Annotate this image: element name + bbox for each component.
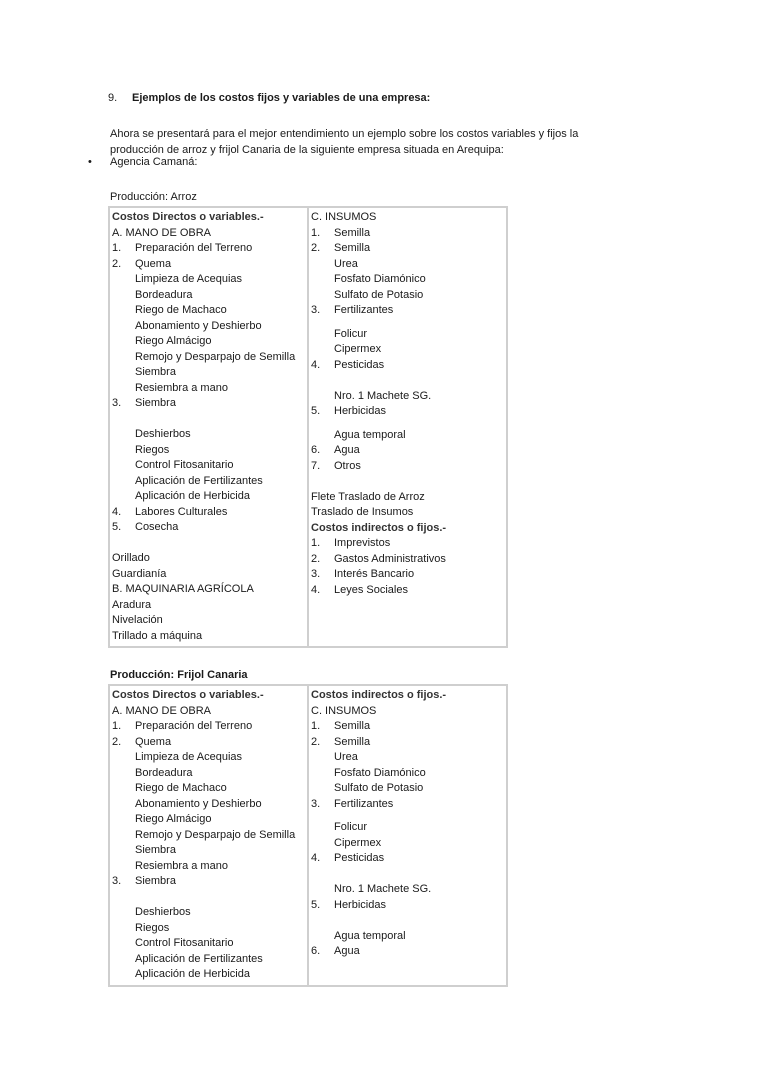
sub-item: Resiembra a mano <box>135 381 228 394</box>
list-item: 6. Agua <box>311 444 360 456</box>
indirect-costs-heading: Costos indirectos o fijos.- <box>311 689 447 701</box>
list-item: 2. Semilla <box>311 735 371 748</box>
sub-item: Remojo y Desparpajo de Semilla <box>135 828 296 841</box>
list-item: 4. Labores Culturales <box>112 505 228 518</box>
sub-item: Fosfato Diamónico <box>334 766 426 779</box>
sub-item: Riegos <box>135 921 170 934</box>
list-item: 2. Quema <box>112 735 172 748</box>
sub-item: Riego de Machaco <box>135 304 227 316</box>
sub-item: Limpieza de Acequias <box>135 751 243 763</box>
bullet-text: Agencia Camaná: <box>110 156 198 168</box>
direct-costs-heading: Costos Directos o variables.- <box>112 689 264 701</box>
sub-item: Aplicación de Herbicida <box>135 968 250 980</box>
sub-item: Urea <box>334 257 358 270</box>
list-item: 1. Imprevistos <box>311 537 391 549</box>
list-item: 7. Otros <box>311 459 361 472</box>
intro-line-1: Ahora se presentará para el mejor entendimiento un ejemplo sobre los costos variables y fijos la <box>110 128 579 140</box>
frijol-insumos-cell <box>308 685 507 986</box>
caption-frijol: Producción: Frijol Canaria <box>110 669 248 681</box>
arroz-insumos-cell <box>308 207 507 647</box>
tail-item: Aradura <box>112 598 152 611</box>
list-item: 2. Gastos Administrativos <box>311 552 446 565</box>
sub-item: Cipermex <box>334 343 382 355</box>
list-item: 3. Siembra <box>112 875 176 887</box>
sub-item: Remojo y Desparpajo de Semilla <box>135 350 296 363</box>
list-item: 3. Fertilizantes <box>311 797 394 810</box>
tail-item: Trillado a máquina <box>112 629 203 642</box>
sub-item: Limpieza de Acequias <box>135 273 243 285</box>
list-item: 2. Quema <box>112 257 172 270</box>
sub-item: Cipermex <box>334 836 382 849</box>
list-item: 4. Pesticidas <box>311 852 385 864</box>
section-number: 9. <box>108 92 118 104</box>
tail-item: Guardianía <box>112 567 167 580</box>
list-item: 3. Siembra <box>112 397 176 409</box>
sub-item: Agua temporal <box>334 428 406 441</box>
table-arroz <box>108 206 508 648</box>
sub-item: Abonamiento y Deshierbo <box>135 797 262 810</box>
indirect-costs-heading: Costos indirectos o fijos.- <box>311 521 447 534</box>
table-row <box>109 685 507 986</box>
sub-item: Resiembra a mano <box>135 859 228 872</box>
sub-item: Riegos <box>135 443 170 456</box>
list-item: 5. Cosecha <box>112 521 179 533</box>
list-item: 1. Semilla <box>311 720 371 732</box>
direct-costs-heading: Costos Directos o variables.- <box>112 211 264 223</box>
sub-item: Bordeadura <box>135 288 193 301</box>
caption-arroz: Producción: Arroz <box>110 191 197 203</box>
list-item: 2. Semilla <box>311 242 371 254</box>
sub-item: Aplicación de Fertilizantes <box>135 474 263 487</box>
sub-item: Fosfato Diamónico <box>334 273 426 285</box>
sub-item: Agua temporal <box>334 929 406 942</box>
sub-item: Sulfato de Potasio <box>334 782 424 794</box>
sub-item: Deshierbos <box>135 906 191 918</box>
list-item: 4. Leyes Sociales <box>311 583 408 596</box>
list-item: 1. Preparación del Terreno <box>112 242 253 254</box>
sub-item: Aplicación de Herbicida <box>135 490 250 502</box>
sub-item: Nro. 1 Machete SG. <box>334 389 432 402</box>
sub-item: Bordeadura <box>135 766 193 779</box>
list-item: 4. Pesticidas <box>311 358 385 371</box>
list-item: 5. Herbicidas <box>311 898 386 911</box>
sub-item: Urea <box>334 751 358 763</box>
sub-item: Deshierbos <box>135 428 191 440</box>
maquinaria-heading: B. MAQUINARIA AGRÍCOLA <box>112 583 254 595</box>
bullet-item <box>88 156 197 168</box>
sub-item: Siembra <box>135 844 176 856</box>
list-item: 6. Agua <box>311 945 360 957</box>
sub-item: Folicur <box>334 327 368 340</box>
list-item: 3. Interés Bancario <box>311 568 415 580</box>
tail-item: Nivelación <box>112 614 163 626</box>
sub-item: Control Fitosanitario <box>135 937 234 949</box>
sub-item: Aplicación de Fertilizantes <box>135 952 263 965</box>
arroz-direct-costs-cell <box>109 207 308 647</box>
sub-item: Nro. 1 Machete SG. <box>334 883 432 895</box>
insumos-heading: C. INSUMOS <box>311 704 377 717</box>
sub-item: Riego Almácigo <box>135 813 212 825</box>
insumos-heading: C. INSUMOS <box>311 211 377 223</box>
tail-item: Orillado <box>112 552 150 564</box>
intro-line-2: producción de arroz y frijol Canaria de la siguiente empresa situada en Arequipa: <box>110 144 504 156</box>
sub-item: Siembra <box>135 366 176 378</box>
tail-item: Traslado de Insumos <box>311 506 414 518</box>
list-item: 1. Semilla <box>311 226 371 239</box>
intro-paragraph <box>110 126 578 158</box>
table-frijol <box>108 684 508 987</box>
sub-item: Abonamiento y Deshierbo <box>135 319 262 332</box>
mano-obra-heading: A. MANO DE OBRA <box>112 704 212 717</box>
list-item: 3. Fertilizantes <box>311 304 394 316</box>
sub-item: Sulfato de Potasio <box>334 288 424 301</box>
frijol-direct-costs-cell <box>109 685 308 986</box>
section-heading <box>108 92 430 104</box>
sub-item: Riego Almácigo <box>135 335 212 347</box>
table-row <box>109 207 507 647</box>
list-item: 1. Preparación del Terreno <box>112 720 253 732</box>
tail-item: Flete Traslado de Arroz <box>311 490 425 503</box>
sub-item: Riego de Machaco <box>135 782 227 794</box>
bullet-symbol: • <box>88 156 92 168</box>
sub-item: Folicur <box>334 821 368 833</box>
section-title: Ejemplos de los costos fijos y variables de una empresa: <box>132 92 431 104</box>
mano-obra-heading: A. MANO DE OBRA <box>112 226 212 239</box>
sub-item: Control Fitosanitario <box>135 459 234 471</box>
list-item: 5. Herbicidas <box>311 405 386 417</box>
